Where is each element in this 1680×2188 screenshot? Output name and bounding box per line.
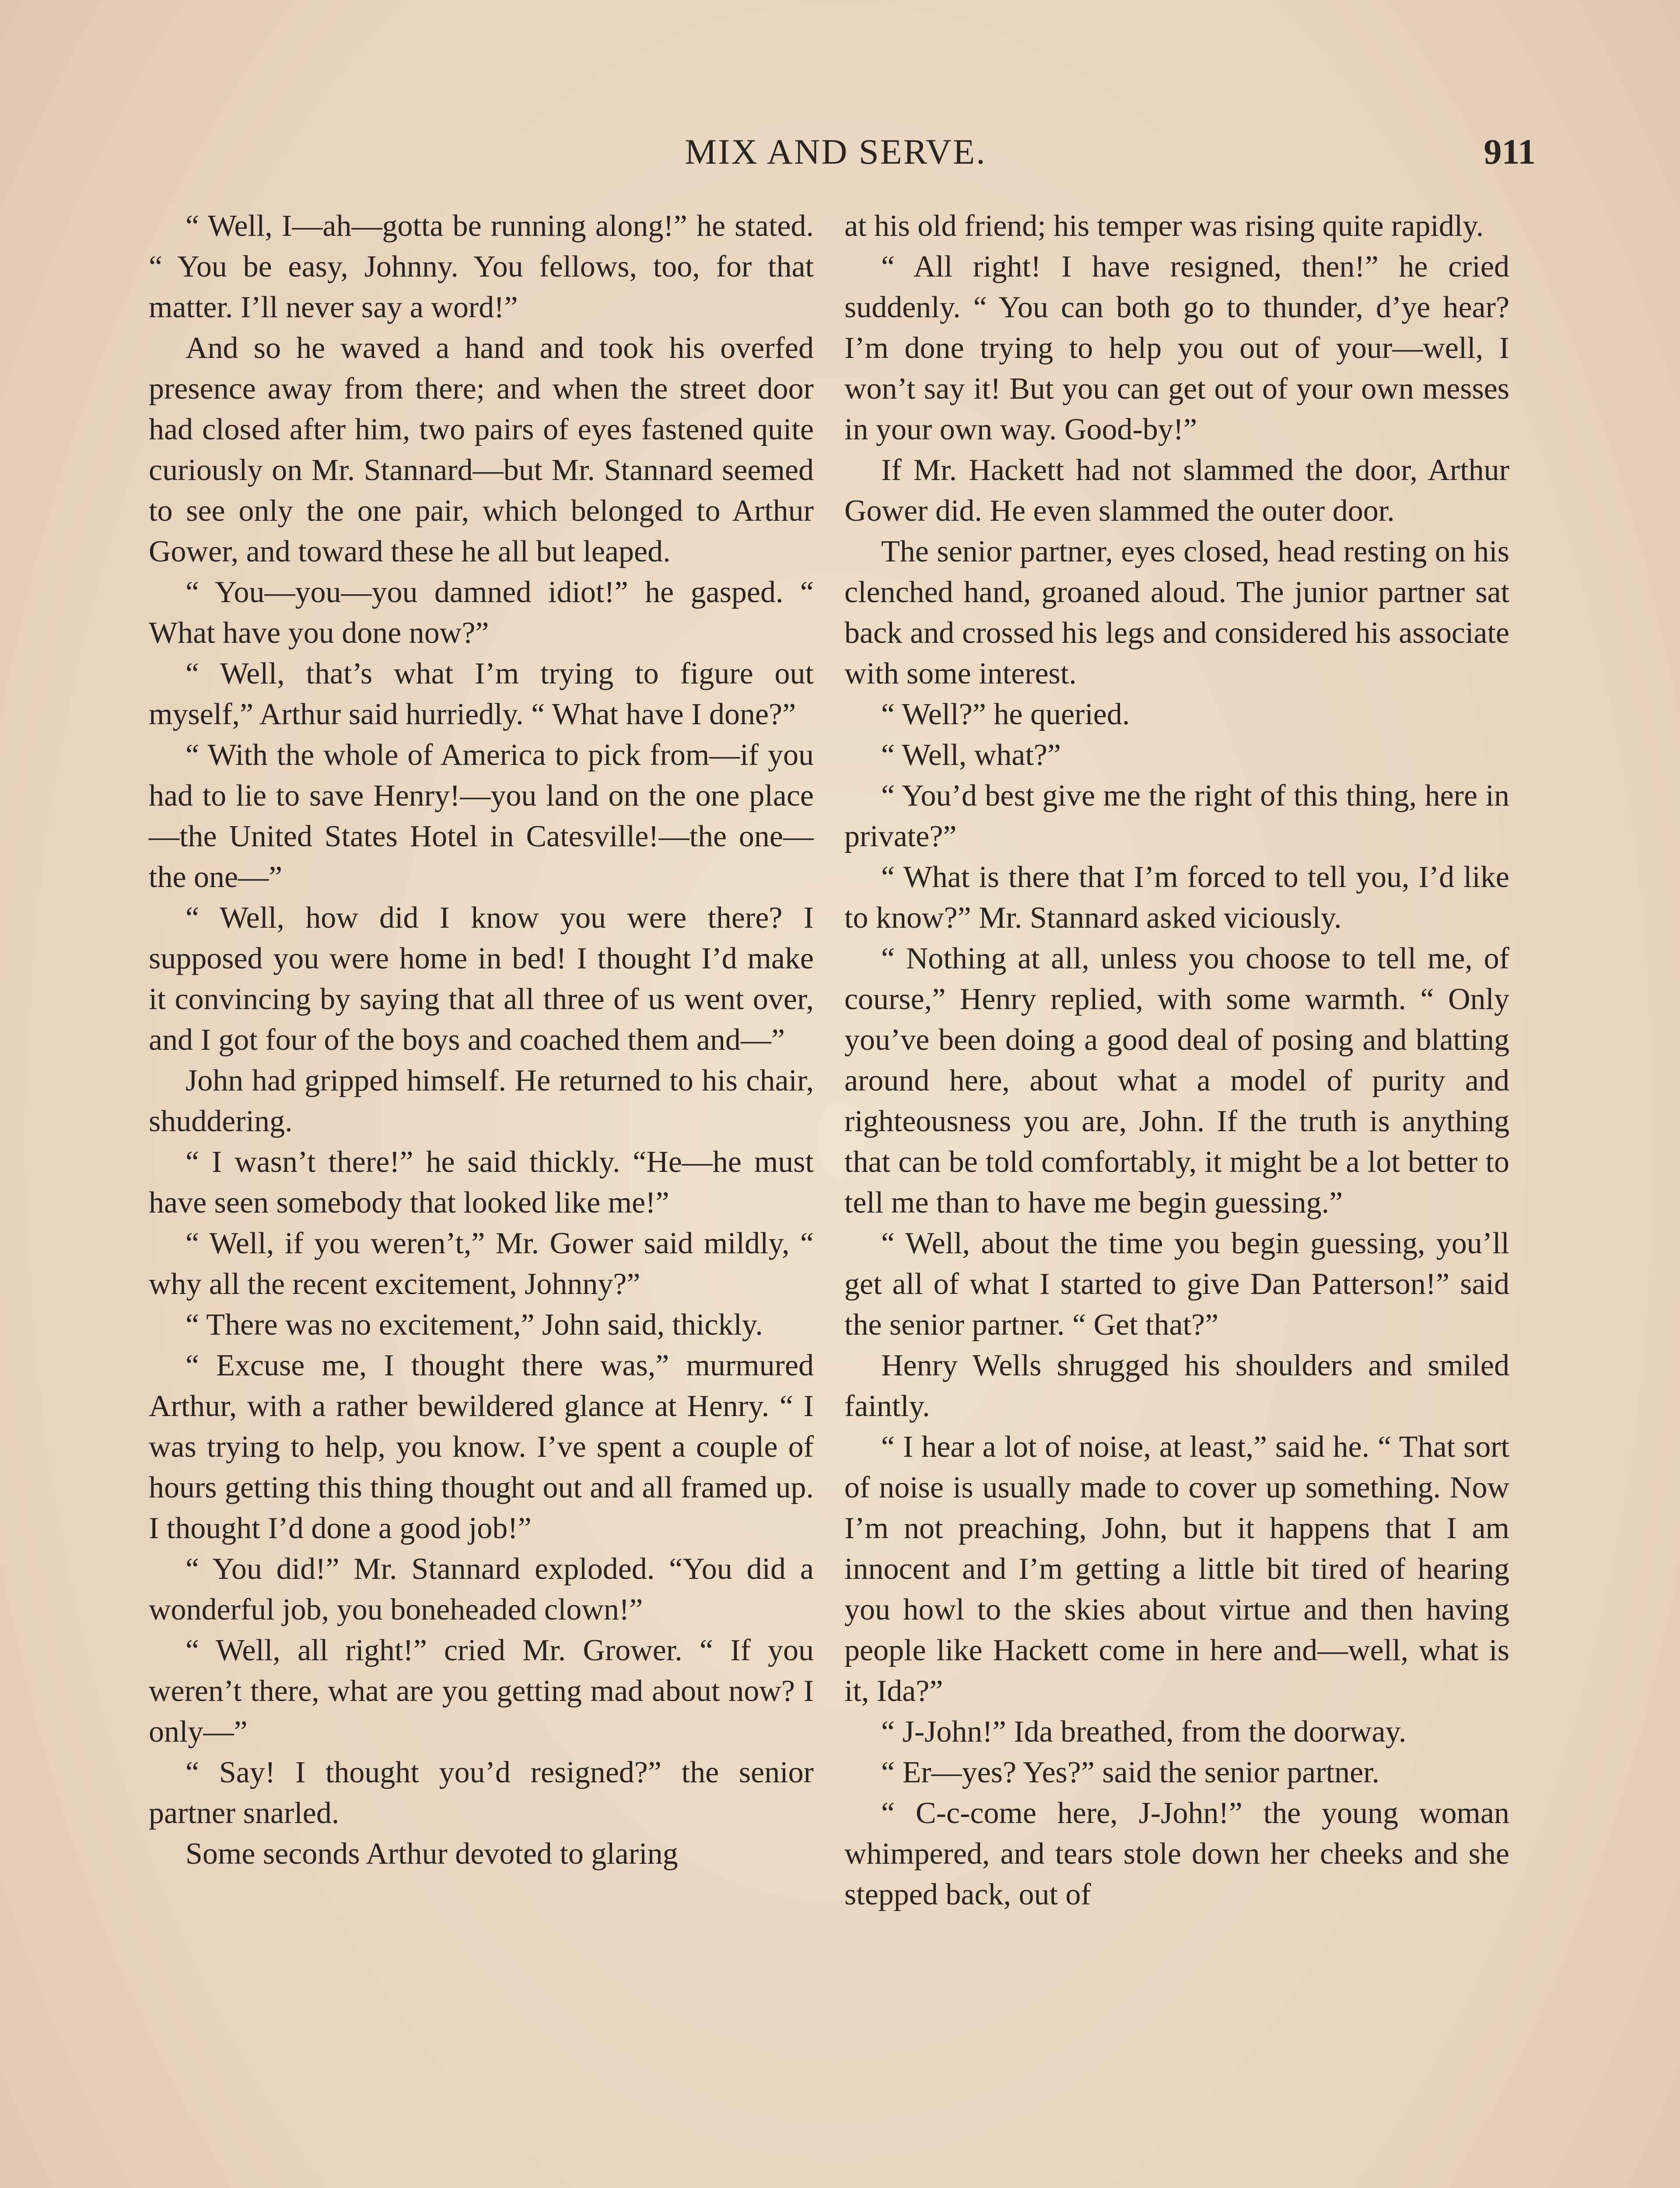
paragraph: And so he waved a hand and took his overfed presence away from there; and when the street door had closed after him, two pairs of eyes fastened quite curiously on Mr. Stannard—but Mr. Stannard seemed to see only the one pair, which belonged to Arthur Gower, and toward these he all but leaped. [149, 331, 814, 568]
paragraph: “ You—you—you damned idiot!” he gasped. “ What have you done now?” [149, 575, 814, 650]
paragraph: “ All right! I have resigned, then!” he cried suddenly. “ You can both go to thunder, d’ye hear? I’m done trying to help you out of your—well, I won’t say it! But you can get out of your own messes in your own way. Good-by!” [844, 250, 1509, 446]
paragraph: “ Well, how did I know you were there? I supposed you were home in bed! I thought I’d make it convincing by saying that all three of us went over, and I got four of the boys and coached them and—” [149, 901, 814, 1057]
paragraph: “ Say! I thought you’d resigned?” the senior partner snarled. [149, 1756, 814, 1830]
page-number: 911 [1484, 132, 1536, 172]
paragraph: “ Well, about the time you begin guessing, you’ll get all of what I started to give Dan Patterson!” said the senior partner. “ Get that?” [844, 1227, 1509, 1342]
paragraph: “ Well, I—ah—gotta be running along!” he stated. “ You be easy, Johnny. You fellows, too, for that matter. I’ll never say a word!” [149, 209, 814, 324]
paragraph: “ Well, all right!” cried Mr. Grower. “ If you weren’t there, what are you getting mad about now? I only—” [149, 1634, 814, 1749]
paragraph: “ With the whole of America to pick from—if you had to lie to save Henry!—you land on the one place—the United States Hotel in Catesville!—the one—the one—” [149, 738, 814, 894]
paragraph: “ J-John!” Ida breathed, from the doorway. [881, 1715, 1407, 1749]
paragraph: John had gripped himself. He returned to his chair, shuddering. [149, 1064, 814, 1138]
paragraph: Some seconds Arthur devoted to glaring [186, 1837, 678, 1871]
paragraph: “ I wasn’t there!” he said thickly. “He—he must have seen somebody that looked like me!” [149, 1145, 814, 1220]
paragraph: The senior partner, eyes closed, head resting on his clenched hand, groaned aloud. The junior partner sat back and crossed his legs and considered his associate with some interest. [844, 535, 1509, 691]
paragraph: “ There was no excitement,” John said, thickly. [186, 1308, 763, 1342]
paragraph: “ I hear a lot of noise, at least,” said he. “ That sort of noise is usually made to cover up something. Now I’m not preaching, John, but it happens that I am innocent and I’m getting a little bit tired of hearing you howl to the skies about virtue and then having people like Hackett come in here and—well, what is it, Ida?” [844, 1430, 1509, 1708]
paragraph: at his old friend; his temper was rising quite rapidly. [844, 209, 1484, 243]
paragraph: “ Nothing at all, unless you choose to tell me, of course,” Henry replied, with some warmth. “ Only you’ve been doing a good deal of posing and blatting around here, about what a model of purity and righteousness you are, John. If the truth is anything that can be told comfortably, it might be a lot better to tell me than to have me begin guessing.” [844, 942, 1509, 1220]
paragraph: “ Well?” he queried. [881, 698, 1130, 731]
paragraph: “ You did!” Mr. Stannard exploded. “You did a wonderful job, you boneheaded clown!” [149, 1552, 814, 1627]
right-text-column [844, 206, 1509, 1915]
paragraph: “ Excuse me, I thought there was,” murmured Arthur, with a rather bewildered glance at Henry. “ I was trying to help, you know. I’ve spent a couple of hours getting this thing thought out and all framed up. I thought I’d done a good job!” [149, 1349, 814, 1545]
paragraph: “ Er—yes? Yes?” said the senior partner. [881, 1756, 1380, 1789]
page-header [136, 131, 1536, 184]
paragraph: “ What is there that I’m forced to tell you, I’d like to know?” Mr. Stannard asked viciously. [844, 860, 1509, 935]
paragraph: “ You’d best give me the right of this thing, here in private?” [844, 779, 1509, 853]
running-title: MIX AND SERVE. [685, 132, 987, 172]
paragraph: “ C-c-come here, J-John!” the young woman whimpered, and tears stole down her cheeks and she stepped back, out of [844, 1796, 1509, 1911]
paragraph: If Mr. Hackett had not slammed the door, Arthur Gower did. He even slammed the outer door. [844, 453, 1509, 528]
paragraph: Henry Wells shrugged his shoulders and smiled faintly. [844, 1349, 1509, 1423]
paragraph: “ Well, what?” [881, 738, 1061, 772]
paragraph: “ Well, if you weren’t,” Mr. Gower said mildly, “ why all the recent excitement, Johnny?” [149, 1227, 814, 1301]
paragraph: “ Well, that’s what I’m trying to figure out myself,” Arthur said hurriedly. “ What have I done?” [149, 657, 814, 731]
left-text-column [149, 206, 814, 1874]
